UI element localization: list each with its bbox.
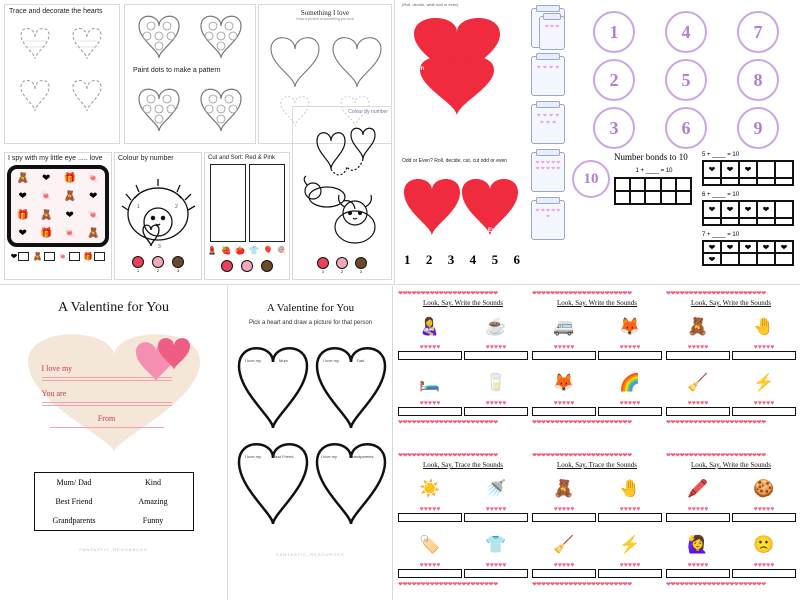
heart-row: ♥♥♥♥♥	[619, 400, 641, 407]
heart-border-top: ❤❤❤❤❤❤❤❤❤❤❤❤❤❤❤❤❤❤❤❤❤❤	[666, 453, 766, 459]
word-bank-row	[35, 492, 193, 511]
strip-number: 3	[447, 252, 455, 267]
write-box[interactable]	[666, 351, 730, 360]
sort-item: 🍓	[221, 246, 231, 255]
phonics-picture: 🦊	[619, 317, 641, 336]
heart-border-bottom: ❤❤❤❤❤❤❤❤❤❤❤❤❤❤❤❤❤❤❤❤❤❤	[398, 582, 498, 588]
heart-row: ♥♥♥♥♥	[687, 562, 709, 569]
phonics-card	[398, 290, 528, 440]
heart-row: ♥♥♥♥♥	[687, 400, 709, 407]
number-bond-equation: 1 + ____ = 10	[635, 168, 673, 174]
heart-border-top: ❤❤❤❤❤❤❤❤❤❤❤❤❤❤❤❤❤❤❤❤❤❤	[398, 291, 498, 297]
number-strip	[404, 252, 520, 268]
legend-number: 2	[156, 268, 160, 273]
i-spy-count-row: ❤ 🧸 🍬 🎁	[5, 252, 111, 261]
worksheet-panel-top-left	[0, 0, 395, 285]
phonics-picture: 🙋‍♀️	[687, 535, 709, 554]
phonics-picture: 🤚	[753, 317, 775, 336]
valentine-heart-grid	[229, 340, 392, 530]
heart-jar: ❤ ❤ ❤ ❤ ❤ ❤ ❤	[531, 104, 565, 144]
heart-jar: ❤ ❤ ❤ ❤ ❤ ❤	[531, 200, 565, 240]
trace-hearts-grid	[5, 15, 119, 139]
phonics-card	[532, 290, 662, 440]
heart-prefix: I love my	[245, 358, 262, 363]
valentine-letter-page	[0, 286, 228, 600]
heart-border-bottom: ❤❤❤❤❤❤❤❤❤❤❤❤❤❤❤❤❤❤❤❤❤❤	[666, 582, 766, 588]
dots-hearts-bottom	[125, 79, 255, 139]
dots-hearts-top	[125, 6, 255, 66]
word-bank-row	[35, 473, 193, 492]
colour-by-number-title: Colour by number	[118, 155, 174, 162]
phonics-picture: 🚐	[553, 317, 575, 336]
heart-row: ♥♥♥♥♥	[419, 400, 441, 407]
trace-box[interactable]	[464, 513, 528, 522]
number-bond-equation: 6 + ____ = 10	[702, 192, 740, 198]
phonics-picture: 🦊	[553, 373, 575, 392]
heart-jar: ❤ ❤ ❤ ❤ ❤ ❤ ❤ ❤ ❤ ❤	[531, 152, 565, 192]
svg-text:3: 3	[158, 244, 161, 250]
draw-heart[interactable]	[235, 436, 311, 530]
label-odd-bottom: Odd	[408, 228, 420, 234]
heart-row: ♥♥♥♥♥	[419, 562, 441, 569]
ten-frames-column	[702, 152, 796, 266]
write-box[interactable]	[666, 569, 730, 578]
sort-item: 🎈	[263, 246, 273, 255]
draw-heart[interactable]	[313, 340, 389, 434]
phonics-picture: 🏷️	[419, 535, 441, 554]
number-circle: 3	[593, 107, 635, 149]
word-bank-cell: Funny	[142, 516, 164, 525]
number-circle: 2	[593, 59, 635, 101]
phonics-card-title: Look, Say, Trace the Sounds	[422, 461, 504, 469]
something-i-love-subtitle: Draw a picture of something you love	[296, 17, 354, 21]
strip-number: 6	[513, 252, 520, 267]
number-circle: 6	[665, 107, 707, 149]
valentine-letter-title: A Valentine for You	[58, 300, 169, 315]
letter-field-label: From	[97, 414, 116, 423]
math-header-note: (Roll, decide, write odd or even)	[402, 2, 459, 7]
valentine-draw-page	[229, 286, 393, 600]
phonics-picture: ⚡	[753, 373, 775, 392]
heart-prefix: I love my	[245, 454, 262, 459]
heart-person: Dad	[357, 358, 365, 363]
svg-text:2: 2	[175, 204, 178, 210]
strip-number: 1	[404, 252, 411, 267]
write-box[interactable]	[464, 351, 528, 360]
phonics-picture: 🤚	[619, 479, 641, 498]
heart-row: ♥♥♥♥♥	[485, 506, 507, 513]
legend-swatch	[152, 256, 164, 268]
write-box[interactable]	[732, 351, 796, 360]
phonics-picture: ☀️	[419, 479, 441, 498]
write-box[interactable]	[532, 407, 596, 416]
heart-row: ♥♥♥♥♥	[419, 506, 441, 513]
sort-item: 👕	[249, 246, 259, 255]
heart-row: ♥♥♥♥♥	[753, 400, 775, 407]
phonics-card-title: Look, Say, Write the Sounds	[422, 299, 504, 307]
i-spy-title: I spy with my little eye ..... love	[8, 155, 103, 162]
phonics-cards-panel	[394, 286, 800, 600]
write-box[interactable]	[666, 513, 730, 522]
valentine-draw-subtitle: Pick a heart and draw a picture for that person	[248, 320, 373, 326]
colour-legend	[115, 256, 201, 273]
heart-border-bottom: ❤❤❤❤❤❤❤❤❤❤❤❤❤❤❤❤❤❤❤❤❤❤	[532, 582, 632, 588]
number-circle: 4	[665, 11, 707, 53]
number-circle-grid	[578, 8, 794, 152]
colour-by-number-dogs-worksheet	[292, 106, 392, 280]
trace-box[interactable]	[532, 513, 596, 522]
phonics-picture: 🖍️	[687, 479, 709, 498]
strip-number: 4	[469, 252, 477, 267]
phonics-picture: 🙁	[753, 535, 775, 554]
word-bank-row	[35, 511, 193, 530]
number-circle: 9	[737, 107, 779, 149]
trace-box[interactable]	[464, 569, 528, 578]
legend-number: 3	[359, 269, 363, 274]
strip-number: 5	[491, 252, 499, 267]
draw-heart[interactable]	[235, 340, 311, 434]
heart-prefix: I love my	[321, 454, 338, 459]
write-box[interactable]	[532, 351, 596, 360]
phonics-picture: 🧹	[687, 373, 709, 392]
phonics-picture: 🥛	[485, 373, 507, 392]
letter-field-group	[42, 364, 172, 428]
i-spy-worksheet	[4, 152, 112, 280]
heart-person: Grandparents	[349, 454, 374, 459]
cut-sort-columns	[205, 164, 289, 242]
label-even-top: Even	[410, 66, 425, 72]
legend-swatch	[172, 256, 184, 268]
something-i-love-title: Something I love	[300, 9, 350, 17]
heart-row: ♥♥♥♥♥	[553, 562, 575, 569]
phonics-card-title: Look, Say, Write the Sounds	[556, 299, 638, 307]
dogs-legend	[293, 257, 391, 274]
phonics-card	[666, 452, 796, 602]
legend-number: 1	[136, 268, 140, 273]
write-box[interactable]	[598, 351, 662, 360]
legend-number: 2	[340, 269, 344, 274]
draw-heart[interactable]	[313, 436, 389, 530]
ten-frame: ❤ ❤ ❤	[702, 160, 794, 186]
word-bank-cell: Kind	[145, 478, 161, 487]
heart-row: ♥♥♥♥♥	[687, 506, 709, 513]
heart-row: ♥♥♥♥♥	[553, 344, 575, 351]
trace-box[interactable]	[532, 569, 596, 578]
number-bond-equation: 5 + ____ = 10	[702, 152, 740, 158]
legend-number: 1	[321, 269, 325, 274]
write-box[interactable]	[732, 569, 796, 578]
number-circle-ten: 10	[572, 160, 610, 198]
heart-person: Mum	[279, 358, 288, 363]
phonics-picture: 🚿	[485, 479, 507, 498]
heart-person: Best Friend	[273, 454, 294, 459]
word-bank-cell: Amazing	[138, 497, 168, 506]
heart-border-top: ❤❤❤❤❤❤❤❤❤❤❤❤❤❤❤❤❤❤❤❤❤❤	[532, 291, 632, 297]
cut-and-sort-worksheet	[204, 152, 290, 280]
hedgehog-line-art	[115, 164, 201, 256]
phonics-picture: 🧸	[553, 479, 575, 498]
odd-even-instruction: Odd or Even? Roll, decide, cut, cut odd or even	[402, 158, 508, 164]
dots-pattern-worksheet	[124, 4, 256, 144]
word-bank-cell: Grandparents	[52, 516, 96, 525]
legend-swatch	[132, 256, 144, 268]
phonics-picture: 👩‍🍼	[419, 317, 441, 336]
phonics-picture: 🛏️	[419, 373, 441, 392]
phonics-picture: 🧹	[553, 535, 575, 554]
math-panel-top-right: (Roll, decide, write odd or even) Even Odd Odd or Even? Roll, decide, cut, cut odd or even Odd Even 1 2 3 4 5 6 ❤ ❤ ❤ ❤ ❤ ❤ ❤ ❤ ❤ ❤ ❤ ❤ ❤ ❤ ❤ ❤ ❤ ❤ ❤ ❤ ❤ ❤ ❤ ❤ ❤ ❤ ❤ 1 4 7 2 5 8 3 6 9 ❤ ❤ ❤ 10 Number bonds to 10 1 + ____ = 10 5 + ____ = 10 ❤ ❤ ❤ 6 + ____ = 10 ❤ ❤ ❤ ❤ 7 + ____ = 10 ❤ ❤ ❤ ❤ ❤ ❤	[396, 0, 800, 285]
strip-number: 2	[425, 252, 433, 267]
trace-hearts-worksheet	[4, 4, 120, 144]
heart-row: ♥♥♥♥♥	[553, 400, 575, 407]
number-bond-equation: 7 + ____ = 10	[702, 232, 740, 238]
word-bank-table	[34, 472, 194, 531]
heart-border-bottom: ❤❤❤❤❤❤❤❤❤❤❤❤❤❤❤❤❤❤❤❤❤❤	[666, 420, 766, 426]
heart-row: ♥♥♥♥♥	[753, 344, 775, 351]
trace-box[interactable]	[598, 569, 662, 578]
colour-by-number-worksheet	[114, 152, 202, 280]
heart-jar: ❤ ❤ ❤ ❤	[531, 56, 565, 96]
colour-by-number-dogs-title: Colour by number	[348, 109, 388, 115]
write-box[interactable]	[732, 407, 796, 416]
heart-row: ♥♥♥♥♥	[485, 400, 507, 407]
heart-border-top: ❤❤❤❤❤❤❤❤❤❤❤❤❤❤❤❤❤❤❤❤❤❤	[666, 291, 766, 297]
heart-row: ♥♥♥♥♥	[619, 562, 641, 569]
ten-frame: ❤ ❤ ❤ ❤ ❤ ❤	[702, 240, 794, 266]
trace-box[interactable]	[398, 569, 462, 578]
heart-row: ♥♥♥♥♥	[553, 506, 575, 513]
phonics-picture: 🧸	[687, 317, 709, 336]
write-box[interactable]	[666, 407, 730, 416]
write-box[interactable]	[598, 407, 662, 416]
sort-item: 💄	[207, 246, 217, 255]
write-box[interactable]	[398, 407, 462, 416]
phonics-picture: ⚡	[619, 535, 641, 554]
i-spy-picture-grid: 🧸 ❤ 🎁 🍬 ❤ 🍬 🧸 ❤ 🎁 🧸 ❤ 🍬 ❤ 🎁 🍬 🧸	[7, 165, 109, 247]
heart-border-top: ❤❤❤❤❤❤❤❤❤❤❤❤❤❤❤❤❤❤❤❤❤❤	[398, 453, 498, 459]
heart-row: ♥♥♥♥♥	[419, 344, 441, 351]
sort-item: 🍭	[277, 246, 287, 255]
number-circle: 5	[665, 59, 707, 101]
phonics-picture: 🍪	[753, 479, 775, 498]
valentine-heart-card	[8, 322, 220, 454]
heart-border-top: ❤❤❤❤❤❤❤❤❤❤❤❤❤❤❤❤❤❤❤❤❤❤	[532, 453, 632, 459]
draw-footer: FANTASTIC_RESOURCES	[276, 552, 345, 557]
ten-frame	[614, 177, 692, 205]
heart-row: ♥♥♥♥♥	[619, 344, 641, 351]
phonics-picture: ☕	[485, 317, 507, 336]
cut-sort-dots	[205, 260, 289, 272]
heart-row: ♥♥♥♥♥	[753, 506, 775, 513]
heart-row: ♥♥♥♥♥	[485, 344, 507, 351]
trace-box[interactable]	[598, 513, 662, 522]
write-box[interactable]	[464, 407, 528, 416]
phonics-card	[398, 452, 528, 602]
phonics-picture: 👕	[485, 535, 507, 554]
trace-hearts-title: Trace and decorate the hearts	[9, 8, 103, 15]
heart-row: ♥♥♥♥♥	[619, 506, 641, 513]
number-circle: 7	[737, 11, 779, 53]
label-odd-top: Odd	[414, 128, 426, 134]
number-circle: 1	[593, 11, 635, 53]
heart-border-bottom: ❤❤❤❤❤❤❤❤❤❤❤❤❤❤❤❤❤❤❤❤❤❤	[398, 420, 498, 426]
letter-field-label: I love my	[41, 364, 73, 373]
phonics-card	[532, 452, 662, 602]
cut-and-sort-title: Cut and Sort: Red & Pink	[208, 155, 276, 161]
label-even-bottom: Even	[488, 228, 503, 234]
number-bonds-title: Number bonds to 10	[614, 152, 688, 162]
phonics-card-title: Look, Say, Write the Sounds	[690, 299, 772, 307]
ten-frame: ❤ ❤ ❤ ❤	[702, 200, 794, 226]
word-bank-cell: Best Friend	[55, 497, 93, 506]
svg-text:1: 1	[137, 204, 140, 210]
number-bonds-block	[614, 152, 694, 205]
heart-border-bottom: ❤❤❤❤❤❤❤❤❤❤❤❤❤❤❤❤❤❤❤❤❤❤	[532, 420, 632, 426]
legend-number: 3	[176, 268, 180, 273]
dots-pattern-title: Paint dots to make a pattern	[133, 67, 221, 74]
phonics-card-title: Look, Say, Trace the Sounds	[556, 461, 638, 469]
dogs-line-art	[293, 115, 391, 255]
write-box[interactable]	[398, 351, 462, 360]
write-box[interactable]	[732, 513, 796, 522]
phonics-picture: 🌈	[619, 373, 641, 392]
heart-row: ♥♥♥♥♥	[485, 562, 507, 569]
letter-footer: FANTASTIC_RESOURCES	[79, 547, 148, 552]
word-bank-cell: Mum/ Dad	[56, 478, 92, 487]
valentine-draw-title: A Valentine for You	[266, 302, 355, 314]
sort-item: 🍅	[235, 246, 245, 255]
phonics-card-title: Look, Say, Write the Sounds	[690, 461, 772, 469]
phonics-card	[666, 290, 796, 440]
heart-row: ♥♥♥♥♥	[753, 562, 775, 569]
number-circle: 8	[737, 59, 779, 101]
cut-sort-items	[205, 246, 289, 255]
letter-field-label: You are	[41, 389, 67, 398]
trace-box[interactable]	[398, 513, 462, 522]
heart-prefix: I love my	[323, 358, 340, 363]
heart-row: ♥♥♥♥♥	[687, 344, 709, 351]
